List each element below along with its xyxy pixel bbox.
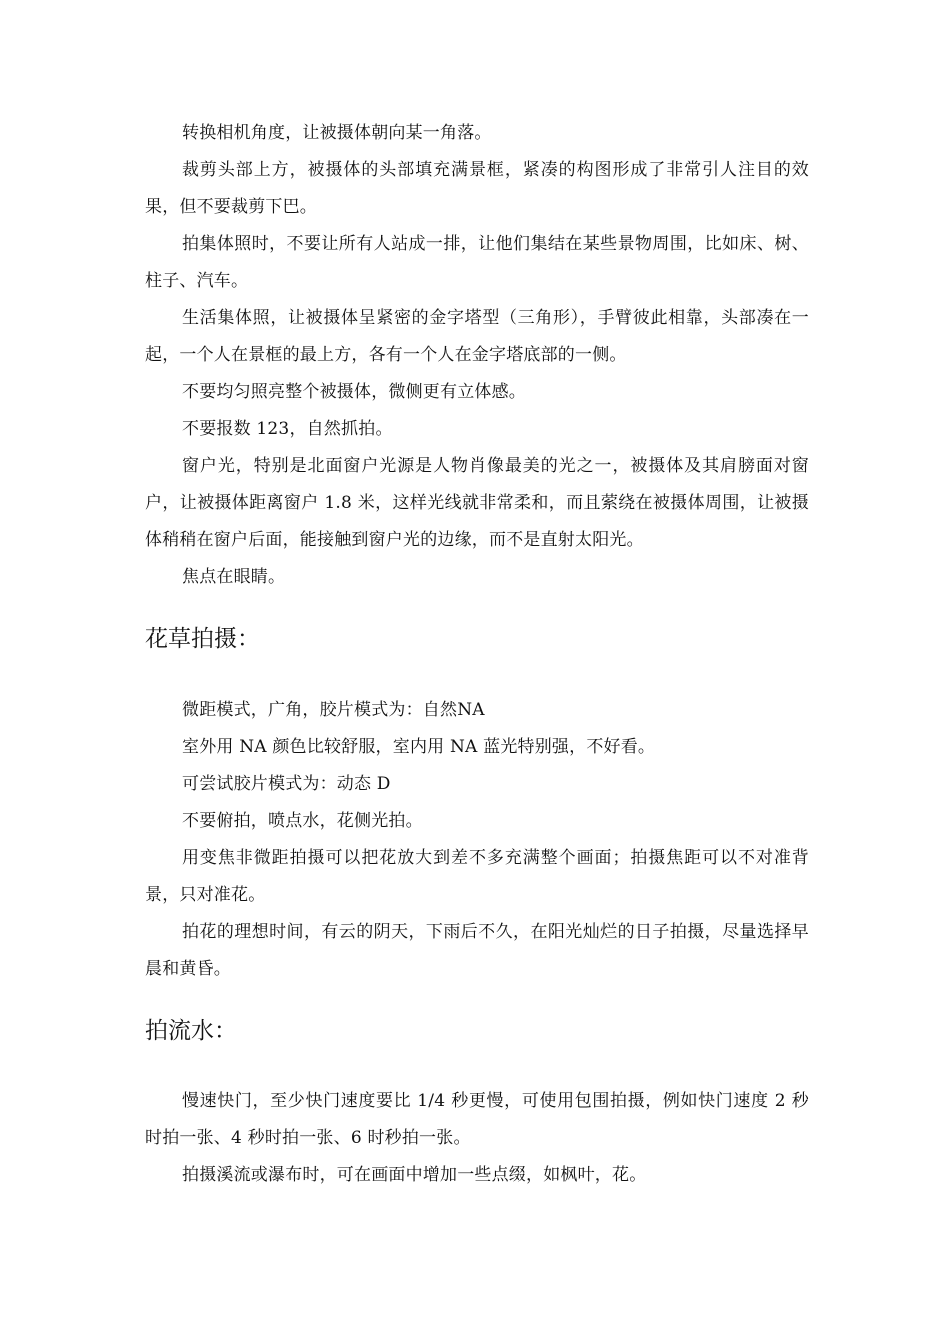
flowers-heading: 花草拍摄： [145, 626, 260, 652]
paragraph: 不要均匀照亮整个被摄体，微侧更有立体感。 [182, 382, 526, 402]
paragraph: 可尝试胶片模式为：动态 D [182, 774, 391, 794]
paragraph: 室外用 NA 颜色比较舒服，室内用 NA 蓝光特别强，不好看。 [182, 737, 656, 757]
paragraph: 窗户光，特别是北面窗户光源是人物肖像最美的光之一，被摄体及其肩膀面对窗户，让被摄体距离窗户 1.8 米，这样光线就非常柔和，而且萦绕在被摄体周围，让被摄体稍稍在窗户后面，能接触到窗户光的边缘，而不是直射太阳光。 [145, 456, 809, 550]
water-heading: 拍流水： [145, 1018, 237, 1044]
paragraph: 拍集体照时，不要让所有人站成一排，让他们集结在某些景物周围，比如床、树、柱子、汽车。 [145, 234, 809, 291]
paragraph: 微距模式，广角，胶片模式为：自然NA [182, 700, 485, 720]
paragraph: 拍花的理想时间，有云的阴天，下雨后不久，在阳光灿烂的日子拍摄，尽量选择早晨和黄昏。 [145, 922, 809, 979]
paragraph: 慢速快门，至少快门速度要比 1/4 秒更慢，可使用包围拍摄，例如快门速度 2 秒时拍一张、4 秒时拍一张、6 时秒拍一张。 [145, 1091, 809, 1148]
document-page [145, 0, 809, 1344]
paragraph: 拍摄溪流或瀑布时，可在画面中增加一些点缀，如枫叶，花。 [182, 1165, 647, 1185]
flowers-tips-section [145, 692, 809, 988]
paragraph: 裁剪头部上方，被摄体的头部填充满景框，紧凑的构图形成了非常引人注目的效果，但不要裁剪下巴。 [145, 160, 809, 217]
paragraph: 不要报数 123，自然抓拍。 [182, 419, 393, 439]
paragraph: 用变焦非微距拍摄可以把花放大到差不多充满整个画面；拍摄焦距可以不对准背景，只对准花。 [145, 848, 809, 905]
water-tips-section [145, 1083, 809, 1194]
portrait-tips-section [145, 115, 809, 596]
paragraph: 焦点在眼睛。 [182, 567, 286, 587]
paragraph: 不要俯拍，喷点水，花侧光拍。 [182, 811, 423, 831]
paragraph: 转换相机角度，让被摄体朝向某一角落。 [182, 123, 492, 143]
paragraph: 生活集体照，让被摄体呈紧密的金字塔型（三角形），手臂彼此相靠，头部凑在一起，一个人在景框的最上方，各有一个人在金字塔底部的一侧。 [145, 308, 809, 365]
